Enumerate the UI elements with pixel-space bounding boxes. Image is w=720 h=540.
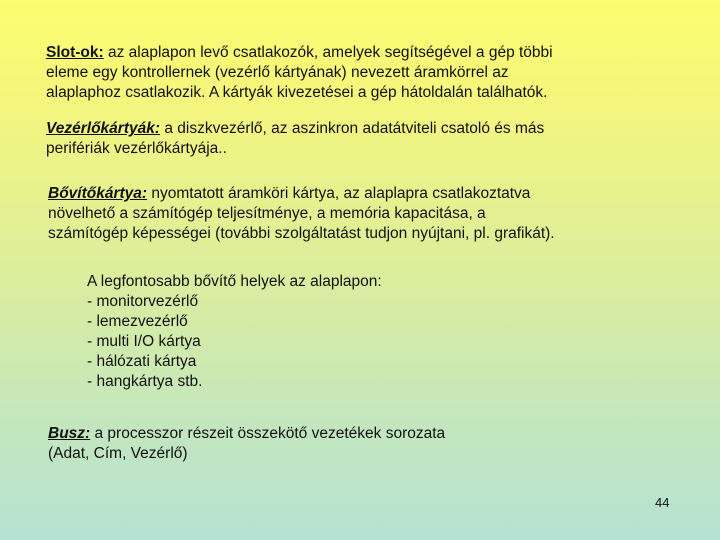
- controller-term: Vezérlőkártyák:: [46, 120, 161, 137]
- page-number: 44: [655, 495, 670, 510]
- list-item: - hangkártya stb.: [87, 373, 203, 390]
- controller-text-1: a diszkvezérlő, az aszinkron adatátviteli csatoló és más: [160, 120, 545, 137]
- bus-text-2: (Adat, Cím, Vezérlő): [48, 445, 188, 462]
- slot-text-1: az alaplapon levő csatlakozók, amelyek segítségével a gép többi: [103, 44, 553, 61]
- bus-paragraph: [48, 424, 445, 464]
- expansion-term: Bővítőkártya:: [48, 185, 148, 202]
- slot-paragraph: [46, 43, 553, 103]
- list-item: - hálózati kártya: [87, 353, 197, 370]
- bus-text-1: a processzor részeit összekötő vezetékek sorozata: [90, 425, 446, 442]
- slots-list-heading: A legfontosabb bővítő helyek az alaplapon:: [87, 273, 382, 290]
- list-item: - lemezvezérlő: [87, 313, 188, 330]
- list-item: - monitorvezérlő: [87, 293, 199, 310]
- expansion-paragraph: [48, 184, 555, 244]
- expansion-line-1: [48, 184, 555, 204]
- controller-line-1: [46, 119, 544, 139]
- slot-text-3: alaplaphoz csatlakozik. A kártyák kivezetései a gép hátoldalán találhatók.: [46, 84, 548, 101]
- bus-term: Busz:: [48, 425, 91, 442]
- slots-list: [87, 272, 382, 392]
- bus-line-1: [48, 424, 445, 444]
- controller-text-2: perifériák vezérlőkártyája..: [46, 140, 227, 157]
- slot-term: Slot-ok:: [46, 44, 104, 61]
- expansion-text-2: növelhető a számítógép teljesítménye, a memória kapacitása, a: [48, 205, 486, 222]
- list-item: - multi I/O kártya: [87, 333, 201, 350]
- expansion-text-3: számítógép képességei (további szolgáltatást tudjon nyújtani, pl. grafikát).: [48, 225, 555, 242]
- slot-line-1: [46, 43, 553, 63]
- controller-paragraph: [46, 119, 544, 159]
- expansion-text-1: nyomtatott áramköri kártya, az alaplapra csatlakoztatva: [147, 185, 531, 202]
- slot-text-2: eleme egy kontrollernek (vezérlő kártyának) nevezett áramkörrel az: [46, 64, 509, 81]
